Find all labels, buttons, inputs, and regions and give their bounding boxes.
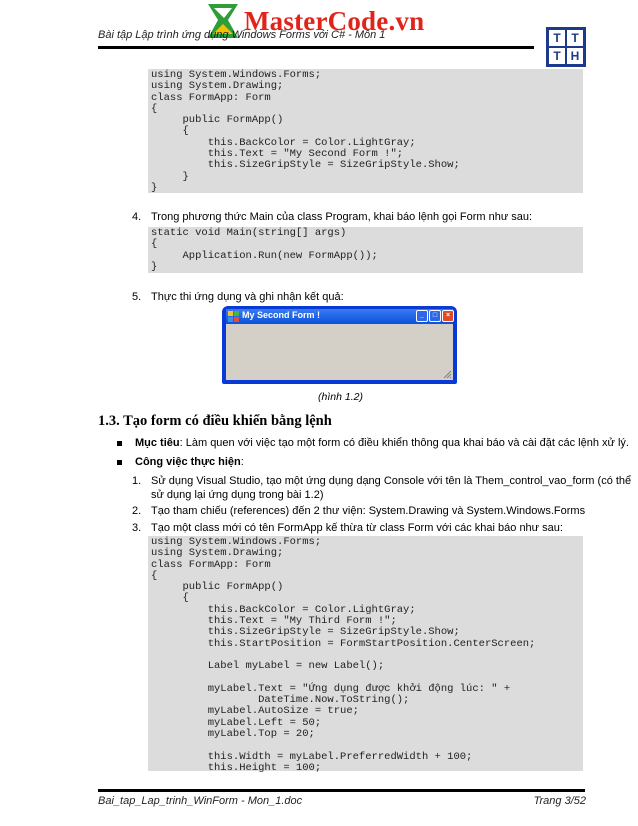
close-button: ×	[442, 310, 454, 322]
code-line: }	[151, 170, 189, 183]
code-line: }	[151, 260, 158, 273]
code-line: }	[151, 181, 158, 194]
code-line: class FormApp: Form	[151, 558, 271, 571]
step-number: 2.	[132, 505, 142, 517]
header-rule	[98, 46, 534, 49]
step-text: Thực thi ứng dụng và ghi nhận kết quả:	[151, 291, 344, 303]
code-line: {	[151, 125, 189, 138]
code-line: myLabel.Left = 50;	[151, 716, 322, 729]
step-number: 1.	[132, 475, 142, 487]
code-line: this.SizeGripStyle = SizeGripStyle.Show;	[151, 159, 460, 172]
section-heading: 1.3. Tạo form có điều khiển bằng lệnh	[98, 413, 332, 429]
logo-letter: T	[549, 30, 565, 46]
code-line: using System.Drawing;	[151, 80, 284, 93]
maximize-button: □	[429, 310, 441, 322]
step-text: sử dụng lại ứng dụng trong bài 1.2)	[151, 489, 324, 501]
university-logo	[546, 27, 586, 67]
bullet-label: Công việc thực hiện	[135, 456, 241, 468]
code-line: Label myLabel = new Label();	[151, 660, 385, 673]
size-grip-icon	[443, 370, 452, 379]
logo-letter: T	[567, 30, 583, 46]
step-text: Tạo một class mới có tên FormApp kế thừa từ class Form với các khai báo như sau:	[151, 522, 563, 534]
code-line: this.BackColor = Color.LightGray;	[151, 136, 416, 149]
bullet-text: :	[240, 456, 244, 468]
code-line: this.SizeGripStyle = SizeGripStyle.Show;	[151, 626, 460, 639]
code-line: Application.Run(new FormApp());	[151, 249, 378, 262]
code-line: this.StartPosition = FormStartPosition.CenterScreen;	[151, 637, 536, 650]
window-client-area	[226, 324, 453, 380]
minimize-button: _	[416, 310, 428, 322]
code-line: myLabel.Text = "Ứng dụng được khởi động lúc: " +	[151, 682, 511, 695]
code-line: this.BackColor = Color.LightGray;	[151, 603, 416, 616]
code-line: {	[151, 102, 158, 115]
step-number: 3.	[132, 522, 142, 534]
code-line: myLabel.AutoSize = true;	[151, 705, 359, 718]
watermark-text: MasterCode.vn	[244, 6, 425, 36]
bullet-text: : Làm quen với việc tạo một form có điều khiển thông qua khai báo và cài đặt các lệnh xử lý.	[179, 437, 629, 449]
figure-caption: (hình 1.2)	[318, 391, 363, 403]
code-line: static void Main(string[] args)	[151, 227, 347, 239]
footer-filename: Bai_tap_Lap_trinh_WinForm - Mon_1.doc	[98, 795, 303, 807]
code-block-main	[148, 227, 583, 273]
code-line: public FormApp()	[151, 114, 284, 127]
code-line: DateTime.Now.ToString();	[151, 694, 410, 707]
code-block-formapp-label	[148, 536, 583, 774]
code-block-formapp	[148, 69, 583, 193]
window-app-icon	[228, 311, 239, 322]
code-line: {	[151, 569, 158, 582]
step-text: Sử dụng Visual Studio, tạo một ứng dụng dạng Console với tên là Them_control_vao_form (có thể	[151, 475, 632, 487]
code-line: {	[151, 592, 189, 605]
bullet-item	[135, 456, 244, 468]
header-title: Bài tập Lập trình ứng dụng Windows Forms với C# - Môn 1	[98, 29, 386, 41]
code-line: using System.Windows.Forms;	[151, 69, 322, 81]
logo-letter: H	[567, 48, 583, 64]
bullet-marker	[117, 460, 122, 465]
code-line: this.Text = "My Second Form !";	[151, 148, 404, 161]
window-title: My Second Form !	[242, 310, 321, 320]
code-line: this.Width = myLabel.PreferredWidth + 100;	[151, 750, 473, 763]
footer-page-number: Trang 3/52	[533, 795, 586, 807]
code-line: myLabel.Top = 20;	[151, 728, 315, 741]
step-text: Trong phương thức Main của class Program, khai báo lệnh gọi Form như sau:	[151, 211, 533, 223]
step-number: 4.	[132, 211, 142, 223]
code-line	[151, 740, 583, 751]
logo-letter: T	[549, 48, 565, 64]
bullet-label: Mục tiêu	[135, 437, 180, 449]
code-line: {	[151, 238, 158, 251]
code-line: public FormApp()	[151, 581, 284, 594]
code-line: using System.Drawing;	[151, 547, 284, 560]
bullet-item	[135, 437, 629, 449]
bullet-marker	[117, 441, 122, 446]
code-line: using System.Windows.Forms;	[151, 536, 322, 548]
step-number: 5.	[132, 291, 142, 303]
code-line: this.Height = 100;	[151, 761, 322, 774]
step-text: Tạo tham chiếu (references) đến 2 thư viện: System.Drawing và System.Windows.Forms	[151, 505, 586, 517]
code-line: class FormApp: Form	[151, 91, 271, 104]
footer-rule	[98, 789, 585, 792]
code-line: this.Text = "My Third Form !";	[151, 615, 397, 628]
